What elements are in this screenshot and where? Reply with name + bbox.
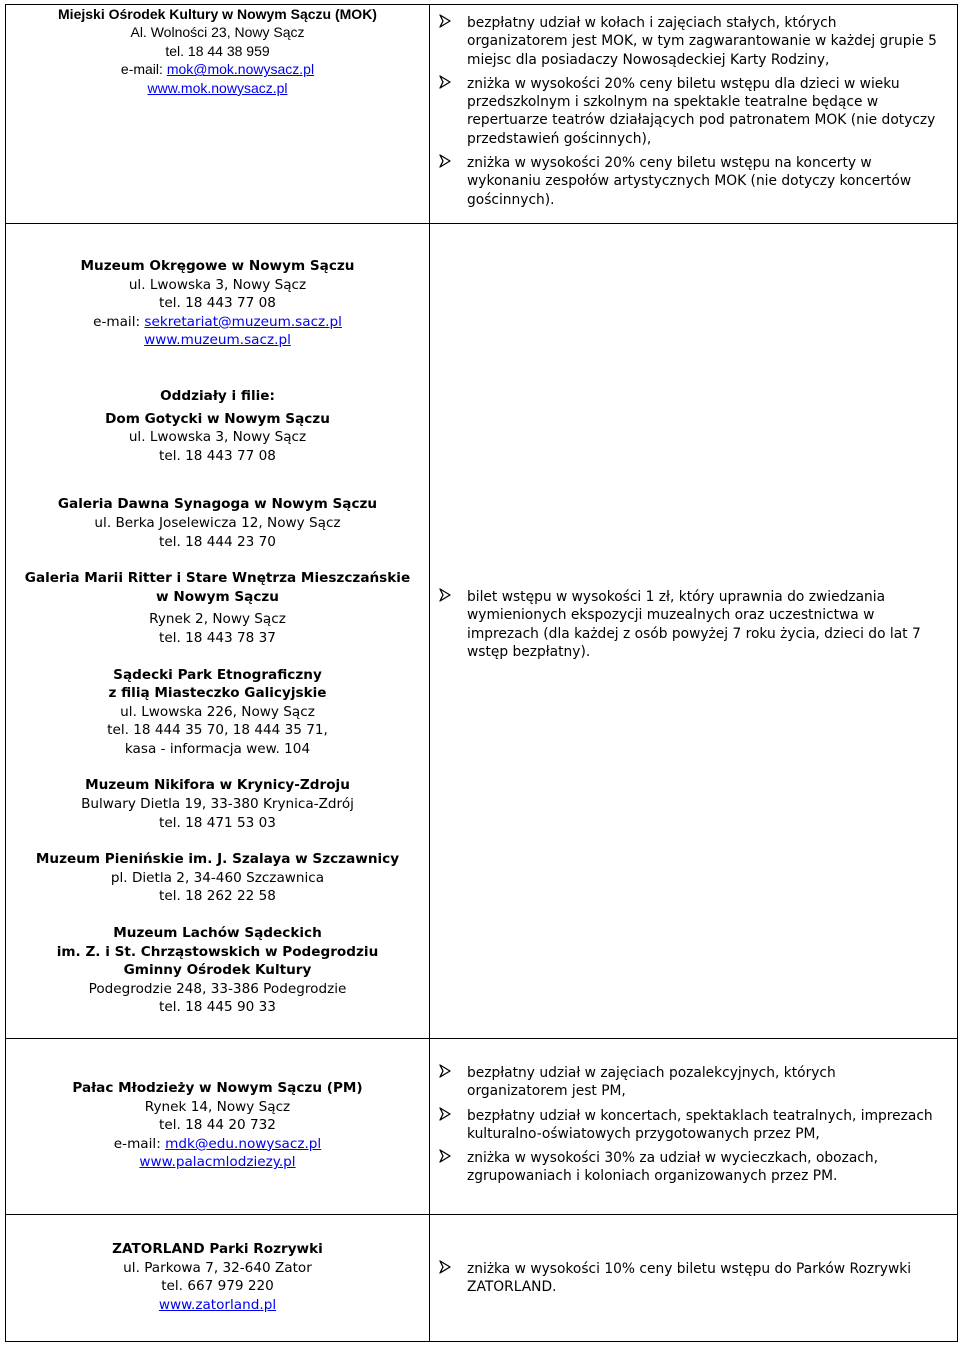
lachow-name: Muzeum Lachów Sądeckich — [113, 925, 322, 942]
ritter-name: Galeria Marii Ritter i Stare Wnętrza Mieszczańskie — [24, 570, 411, 587]
mok-contact — [6, 5, 430, 224]
zatorland-name: ZATORLAND Parki Rozrywki — [112, 1241, 323, 1257]
pm-address: Rynek 14, Nowy Sącz — [144, 1098, 291, 1115]
mok-email-link[interactable]: mok@mok.nowysacz.pl — [166, 61, 315, 78]
nikifor-name: Muzeum Nikifora w Krynicy-Zdroju — [85, 777, 350, 794]
pieninskie-address: pl. Dietla 2, 34-460 Szczawnica — [110, 869, 325, 886]
muzeum-name: Muzeum Okręgowe w Nowym Sączu — [80, 258, 355, 274]
muzeum-address: ul. Lwowska 3, Nowy Sącz — [128, 276, 307, 293]
pm-benefit-list — [430, 1064, 957, 1186]
pieninskie-phone: tel. 18 262 22 58 — [159, 888, 276, 905]
list-item: zniżka w wysokości 30% za udział w wycieczkach, obozach, zgrupowaniach i koloniach organizowanych przez PM. — [467, 1149, 939, 1186]
mok-email-label: e-mail: — [120, 61, 167, 78]
lachow-address: Podegrodzie 248, 33-386 Podegrodzie — [88, 980, 347, 997]
park-phone: tel. 18 444 35 70, 18 444 35 71, — [107, 722, 328, 739]
mok-address: Al. Wolności 23, Nowy Sącz — [130, 24, 305, 41]
muzeum-email-line: e-mail: sekretariat@muzeum.sacz.pl — [93, 313, 342, 330]
arrowhead-bullet-icon — [438, 75, 452, 89]
muzeum-phone: tel. 18 443 77 08 — [159, 295, 276, 312]
zatorland-website-link[interactable]: www.zatorland.pl — [158, 1296, 277, 1313]
list-item: bezpłatny udział w kołach i zajęciach stałych, których organizatorem jest MOK, w tym zagwarantowanie w każdej grupie 5 miejsc dla posiadaczy Nowosądeckiej Karty Rodziny, — [467, 14, 939, 69]
muzeum-website-link[interactable]: www.muzeum.sacz.pl — [144, 332, 291, 349]
row-mok — [6, 5, 958, 224]
ritter-name-2: w Nowym Sączu — [156, 588, 279, 605]
pm-benefits — [430, 1039, 958, 1215]
arrowhead-bullet-icon — [438, 14, 452, 28]
list-item: bezpłatny udział w koncertach, spektaklach teatralnych, imprezach kulturalno-oświatowych przygotowanych przez PM, — [467, 1107, 939, 1144]
mok-phone: tel. 18 44 38 959 — [165, 42, 270, 59]
arrowhead-bullet-icon — [438, 1107, 452, 1121]
ritter-phone: tel. 18 443 78 37 — [159, 629, 276, 646]
list-item: zniżka w wysokości 20% ceny biletu wstępu dla dzieci w wieku przedszkolnym i szkolnym na spektakle teatralne będące w repertuarze teatrów działających pod patronatem MOK (nie dotyczy przedstawień gościnnych), — [467, 75, 939, 148]
synagoga-address: ul. Berka Joselewicza 12, Nowy Sącz — [94, 514, 341, 531]
ritter-address: Rynek 2, Nowy Sącz — [149, 611, 286, 628]
park-address: ul. Lwowska 226, Nowy Sącz — [120, 703, 315, 720]
pm-website-link[interactable]: www.palacmlodziezy.pl — [139, 1154, 296, 1171]
pieninskie-name: Muzeum Pienińskie im. J. Szalaya w Szczawnicy — [35, 851, 400, 868]
row-muzeum — [6, 224, 958, 1039]
dom-gotycki-name: Dom Gotycki w Nowym Sączu — [105, 410, 330, 427]
lachow-phone: tel. 18 445 90 33 — [159, 999, 276, 1016]
lachow-name-2: im. Z. i St. Chrząstowskich w Podegrodziu — [56, 943, 379, 960]
mok-email-line — [6, 60, 429, 78]
list-item: zniżka w wysokości 10% ceny biletu wstępu do Parków Rozrywki ZATORLAND. — [467, 1260, 939, 1297]
park-info: kasa - informacja wew. 104 — [124, 740, 311, 757]
lachow-name-3: Gminny Ośrodek Kultury — [123, 962, 312, 979]
row-pm — [6, 1039, 958, 1215]
arrowhead-bullet-icon — [438, 588, 452, 602]
park-name: Sądecki Park Etnograficzny — [113, 666, 322, 683]
muzeum-benefits — [430, 224, 958, 1039]
mok-benefits — [430, 5, 958, 224]
pm-email-line: e-mail: mdk@edu.nowysacz.pl — [113, 1135, 322, 1152]
dom-gotycki-address: ul. Lwowska 3, Nowy Sącz — [128, 429, 307, 446]
arrowhead-bullet-icon — [438, 1260, 452, 1274]
pm-email-link[interactable]: mdk@edu.nowysacz.pl — [165, 1135, 322, 1152]
zatorland-benefits — [430, 1215, 958, 1342]
list-item: bezpłatny udział w zajęciach pozalekcyjnych, których organizatorem jest PM, — [467, 1064, 939, 1101]
arrowhead-bullet-icon — [438, 154, 452, 168]
benefits-table — [5, 4, 958, 1342]
synagoga-phone: tel. 18 444 23 70 — [159, 533, 276, 550]
list-item: zniżka w wysokości 20% ceny biletu wstępu na koncerty w wykonaniu zespołów artystycznych MOK (nie dotyczy koncertów gościnnych). — [467, 154, 939, 209]
pm-contact — [6, 1039, 430, 1215]
nikifor-phone: tel. 18 471 53 03 — [159, 814, 276, 831]
mok-name: Miejski Ośrodek Kultury w Nowym Sączu (MOK) — [58, 6, 377, 22]
arrowhead-bullet-icon — [438, 1149, 452, 1163]
zatorland-contact — [6, 1215, 430, 1342]
zatorland-phone: tel. 667 979 220 — [161, 1278, 274, 1295]
dom-gotycki-phone: tel. 18 443 77 08 — [159, 447, 276, 464]
zatorland-benefit-list — [430, 1260, 957, 1297]
nikifor-address: Bulwary Dietla 19, 33-380 Krynica-Zdrój — [81, 796, 354, 813]
park-name-2: z filią Miasteczko Galicyjskie — [108, 685, 327, 702]
pm-phone: tel. 18 44 20 732 — [159, 1117, 276, 1134]
list-item: bilet wstępu w wysokości 1 zł, który uprawnia do zwiedzania wymienionych ekspozycji muzealnych oraz uczestnictwa w imprezach (dla każdej z osób powyżej 7 roku życia, dzieci do lat 7 wstęp bezpłatny). — [467, 588, 939, 661]
arrowhead-bullet-icon — [438, 1064, 452, 1078]
mok-benefit-list — [430, 14, 957, 209]
mok-website-link[interactable]: www.mok.nowysacz.pl — [147, 79, 288, 96]
muzeum-email-link[interactable]: sekretariat@muzeum.sacz.pl — [144, 313, 342, 330]
muzeum-benefit-list — [430, 588, 957, 661]
row-zatorland — [6, 1215, 958, 1342]
synagoga-name: Galeria Dawna Synagoga w Nowym Sączu — [57, 496, 378, 513]
zatorland-address: ul. Parkowa 7, 32-640 Zator — [123, 1259, 312, 1276]
branches-heading: Oddziały i filie: — [160, 387, 275, 404]
muzeum-contact — [6, 224, 430, 1039]
pm-name: Pałac Młodzieży w Nowym Sączu (PM) — [72, 1080, 363, 1096]
